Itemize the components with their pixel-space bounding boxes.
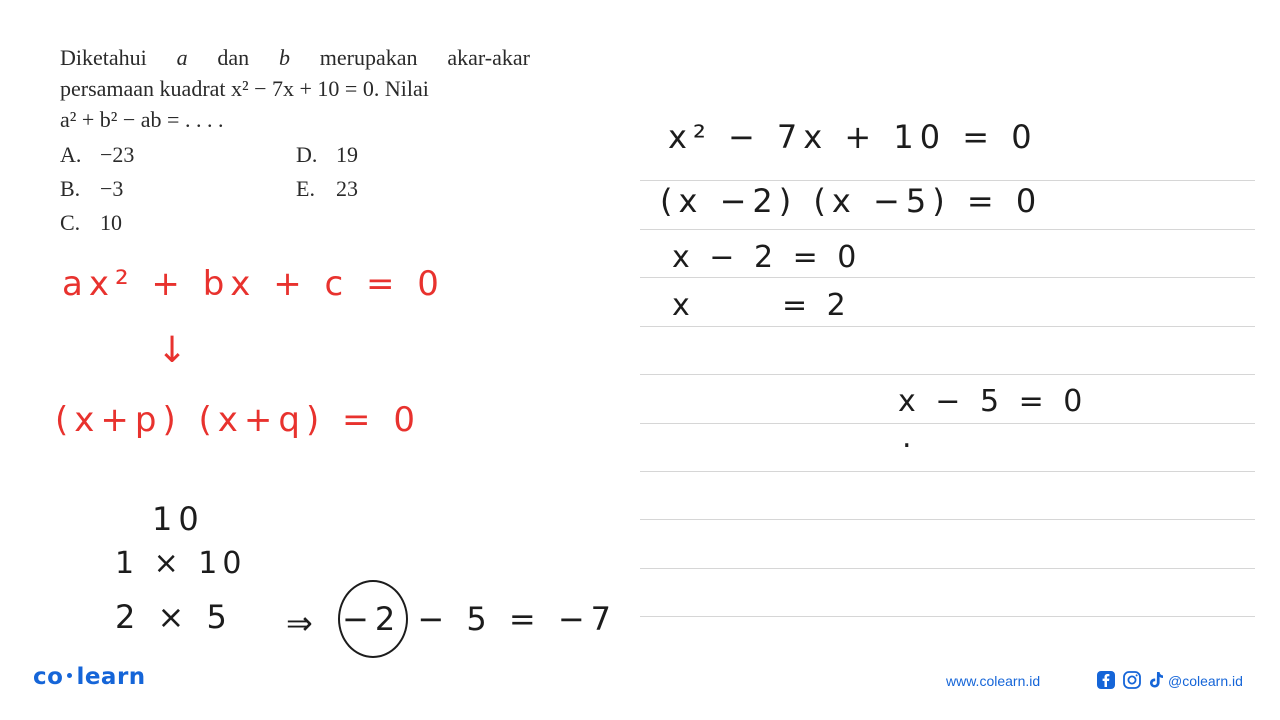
question-text — [60, 42, 530, 135]
option-a: A. −23 — [60, 142, 135, 167]
word: dan — [217, 45, 250, 70]
var-b: b — [278, 45, 290, 70]
ruled-line — [640, 180, 1255, 181]
facebook-icon[interactable] — [1096, 670, 1116, 690]
word: merupakan — [319, 45, 418, 70]
word: akar-akar — [447, 45, 530, 70]
question-line-1 — [60, 42, 530, 73]
implies-arrow: ⇒ — [286, 604, 319, 642]
tiktok-icon[interactable] — [1146, 670, 1166, 690]
equation-x-equals-2: x = 2 — [672, 288, 851, 323]
option-d: D. 19 — [296, 142, 358, 167]
dot-mark: . — [902, 420, 917, 455]
ruled-line — [640, 229, 1255, 230]
product-ten: 10 — [152, 500, 205, 538]
social-handle[interactable]: @colearn.id — [1168, 673, 1243, 689]
down-arrow: ↓ — [157, 330, 194, 371]
equation-x-minus-2: x − 2 = 0 — [672, 240, 862, 275]
ruled-line — [640, 374, 1255, 375]
sum-check: −2 − 5 = −7 — [342, 600, 618, 638]
instagram-icon[interactable] — [1122, 670, 1142, 690]
factored-form-equation: (x+p) (x+q) = 0 — [55, 400, 421, 440]
ruled-line — [640, 471, 1255, 472]
ruled-line — [640, 326, 1255, 327]
website-url[interactable]: www.colearn.id — [946, 673, 1041, 689]
question-line-2: persamaan kuadrat x² − 7x + 10 = 0. Nilai — [60, 76, 429, 101]
question-line-3: a² + b² − ab = . . . . — [60, 107, 224, 132]
option-b: B. −3 — [60, 176, 124, 201]
option-e: E. 23 — [296, 176, 358, 201]
ruled-line — [640, 277, 1255, 278]
factor-pair-1: 1 × 10 — [115, 546, 247, 581]
word: Diketahui — [60, 45, 147, 70]
equation-factored: (x −2) (x −5) = 0 — [660, 182, 1043, 220]
ruled-line — [640, 423, 1255, 424]
ruled-line — [640, 519, 1255, 520]
ruled-line — [640, 616, 1255, 617]
option-c: C. 10 — [60, 210, 122, 235]
colearn-logo: co learn — [33, 664, 146, 690]
general-form-equation: ax² + bx + c = 0 — [62, 264, 445, 304]
equation-x-minus-5: x − 5 = 0 — [898, 384, 1088, 419]
factor-pair-2: 2 × 5 — [115, 598, 233, 636]
var-a: a — [176, 45, 188, 70]
ruled-line — [640, 568, 1255, 569]
equation-original: x² − 7x + 10 = 0 — [668, 118, 1038, 156]
